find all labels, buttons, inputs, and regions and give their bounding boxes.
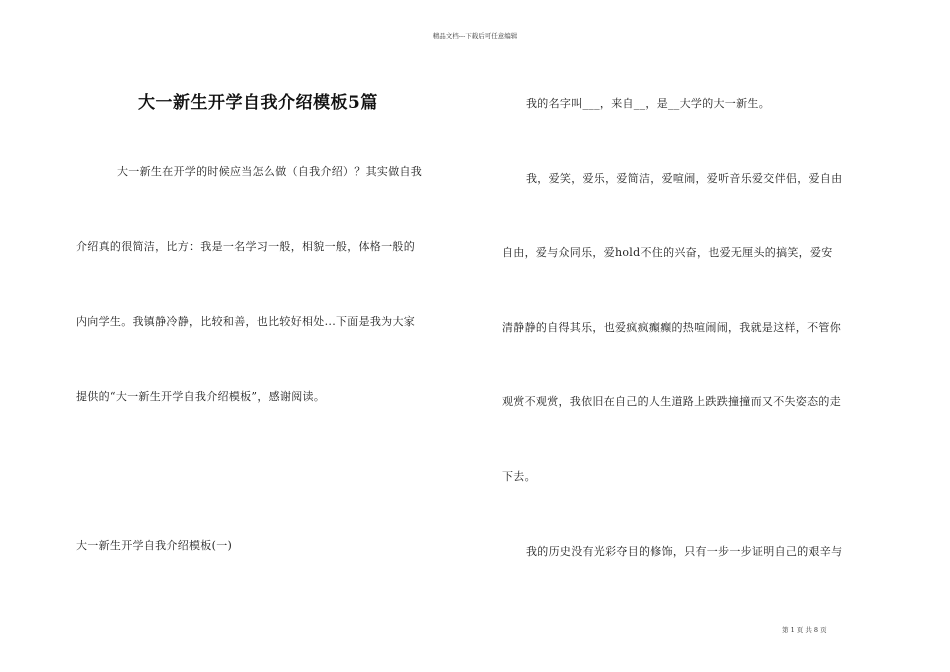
page-header: 精品文档---下载后可任意编辑 [432,32,518,40]
right-paragraph-line: 观赏不观赏，我依旧在自己的人生道路上跌跌撞撞而又不失姿态的走 [502,395,841,408]
left-paragraph-line: 大一新生在开学的时候应当怎么做（自我介绍）？其实做自我 [117,165,423,178]
section-heading: 大一新生开学自我介绍模板(一) [76,539,233,552]
document-title: 大一新生开学自我介绍模板5篇 [138,93,378,113]
page-indicator: 第 1 页 共 8 页 [782,626,827,634]
right-paragraph-line: 自由，爱与众同乐，爱hold不住的兴奋，也爱无厘头的搞笑，爱安 [502,246,833,259]
left-paragraph-line: 介绍真的很简洁，比方：我是一名学习一般，相貌一般，体格一般的 [76,240,415,253]
right-paragraph-line: 下去。 [502,470,536,483]
right-paragraph-line: 我的历史没有光彩夺目的修饰，只有一步一步证明自己的艰辛与 [526,545,843,558]
right-paragraph-line: 我，爱笑，爱乐，爱简洁，爱喧闹，爱听音乐爱交伴侣，爱自由 [526,172,843,185]
left-paragraph-line: 提供的“大一新生开学自我介绍模板”，感谢阅读。 [76,390,326,403]
left-paragraph-line: 内向学生。我镇静冷静，比较和善，也比较好相处...下面是我为大家 [76,315,416,328]
right-paragraph-line: 我的名字叫___，来自__，是__大学的大一新生。 [526,97,770,110]
right-paragraph-line: 清静静的自得其乐，也爱疯疯癫癫的热喧闹闹，我就是这样，不管你 [502,321,841,334]
